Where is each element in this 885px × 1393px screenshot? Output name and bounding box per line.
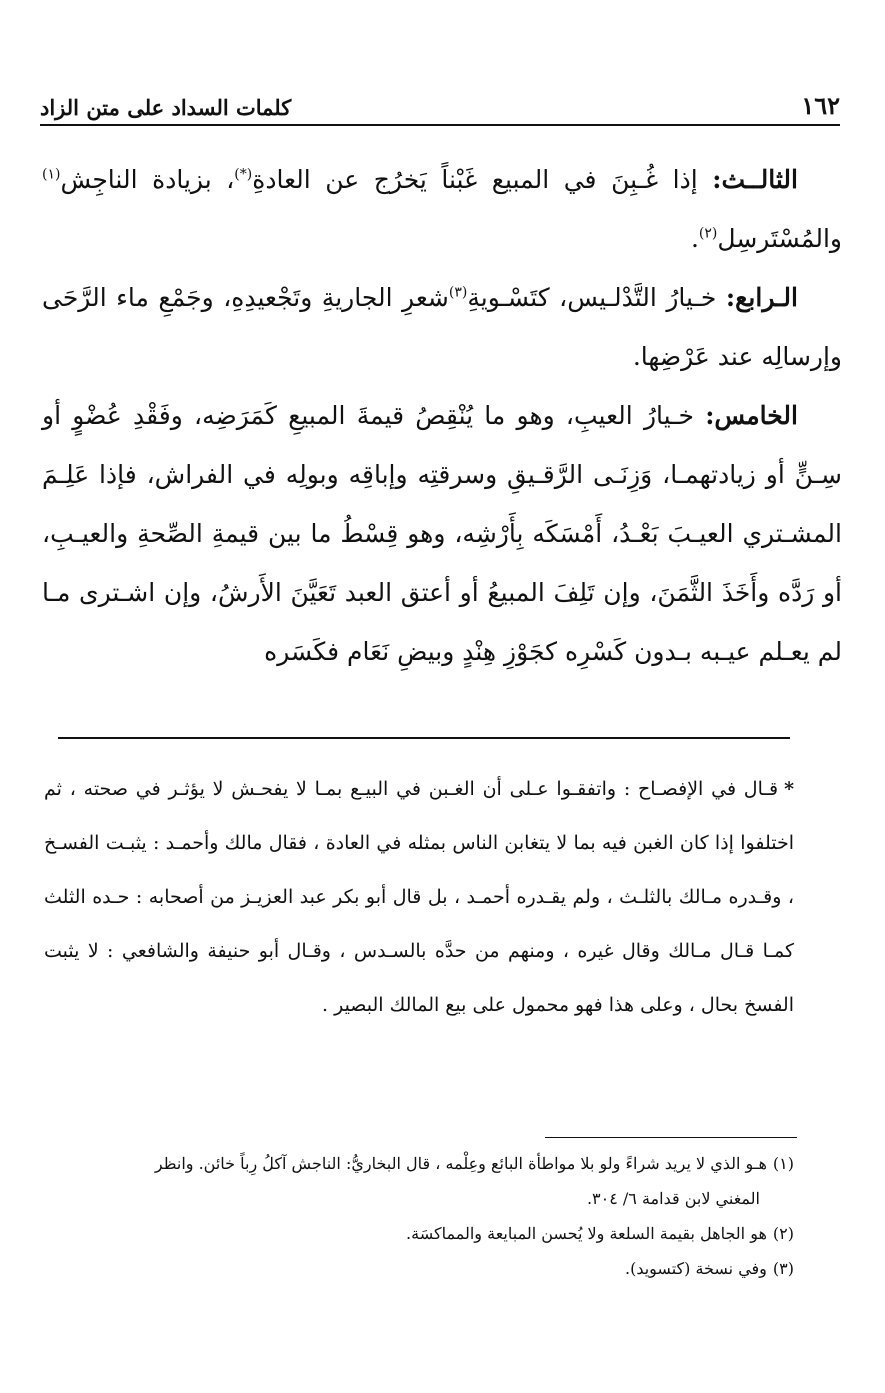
main-text [42, 150, 842, 681]
paragraph-text: خـيارُ العيبِ، وهو ما يُنْقِصُ قيمةَ المبيعِ كَمَرَضِه، وفَقْدِ عُضْوٍ أو سِـنٍّ أو زيادتهمـا، وَزِنَـى الرَّقـيقِ وسرقتِه وإباقِه وبولِه في الفراش، فإذا عَلِـمَ المشـتري العيـبَ بَعْـدُ، أَمْسَكَه بِأَرْشِه، وهو قِسْطُ ما بين قيمةِ الصِّحةِ والعيـبِ، أو رَدَّه وأَخَذَ الثَّمَنَ، وإن تَلِفَ المبيعُ أو أعتق العبد تَعَيَّنَ الأَرشُ، وإن اشـترى مـا لم يعـلم عيـبه بـدون كَسْرِه كجَوْزِ هِنْدٍ وبيضِ نَعَام فكَسَره [42, 401, 842, 666]
footnote-1-continuation [42, 1181, 794, 1216]
paragraph-fourth-option [42, 268, 842, 386]
footnote-ref-3[interactable]: (٣) [448, 284, 468, 301]
footnote-ref-star[interactable]: (*) [234, 166, 253, 183]
paragraph-lead: الـرابع: [725, 283, 798, 312]
paragraph-lead: الخامس: [705, 401, 798, 430]
commentary-paragraph [44, 762, 794, 1032]
paragraph-text: والمُسْتَرسِل [717, 224, 842, 253]
paragraph-third-option [42, 150, 842, 268]
page-number: ١٦٢ [801, 91, 840, 120]
paragraph-text: شعرِ الجاريةِ وتَجْعيدِهِ، وجَمْعِ ماء الرَّحَى وإرسالِه عند عَرْضِها. [42, 283, 842, 371]
paragraph-lead: الثالــث: [712, 165, 798, 194]
page-header [40, 78, 840, 126]
footnote-number: (١) [772, 1154, 794, 1173]
footnote-text: المغني لابن قدامة ٦/ ٣٠٤. [586, 1189, 760, 1208]
note-star-mark: * [784, 778, 794, 800]
footnote-ref-2[interactable]: (٢) [698, 225, 718, 242]
footnote-2 [42, 1216, 794, 1251]
paragraph-text: ، بزيادة الناجِش [60, 165, 235, 194]
commentary-note [44, 762, 794, 1032]
section-divider [58, 737, 790, 739]
footnote-text: هـو الذي لا يريد شراءً ولو بلا مواطأة البائع وعِلْمه ، قال البخاريُّ: الناجش آكلُ رِباً خائن. وانظر [154, 1154, 767, 1173]
footnote-1 [42, 1146, 794, 1181]
paragraph-fifth-option [42, 386, 842, 681]
footnote-number: (٢) [772, 1224, 794, 1243]
footnote-ref-1[interactable]: (١) [42, 166, 61, 183]
footnote-text: هو الجاهل بقيمة السلعة ولا يُحسن المبايعة والمماكسَة. [406, 1224, 767, 1243]
paragraph-text: إذا غُـبِنَ في المبيع غَبْناً يَخرُج عن العادةِ [252, 165, 713, 194]
commentary-text: قـال في الإفصـاح : واتفقـوا عـلى أن الغـبن في البيـع بمـا لا يفحـش لا يؤثـر في صحته ، ثم اختلفوا إذا كان الغبن فيه بما لا يتغابن الناس بمثله في العادة ، فقال مالك وأحمـد : يثبـت الفسـخ ، وقـدره مـالك بالثلـث ، ولم يقـدره أحمـد ، بل قال أبو بكر عبد العزيـز من أصحابه : حـده الثلث كمـا قـال مـالك وقال غيره ، ومنهم من حدَّه بالسـدس ، وقـال أبو حنيفة والشافعي : لا يثبت الفسخ بحال ، وعلى هذا فهو محمول على بيع المالك البصير . [44, 778, 794, 1016]
footnote-divider [545, 1137, 797, 1138]
running-title: كلمات السداد على متن الزاد [40, 95, 292, 120]
footnotes [42, 1146, 794, 1286]
footnote-number: (٣) [772, 1259, 794, 1278]
footnote-text: وفي نسخة (كتسويد). [624, 1259, 767, 1278]
paragraph-text: خـيارُ التَّدْلـيس، كتَسْـويةِ [467, 283, 726, 312]
paragraph-text: . [690, 224, 699, 253]
footnote-3 [42, 1251, 794, 1286]
